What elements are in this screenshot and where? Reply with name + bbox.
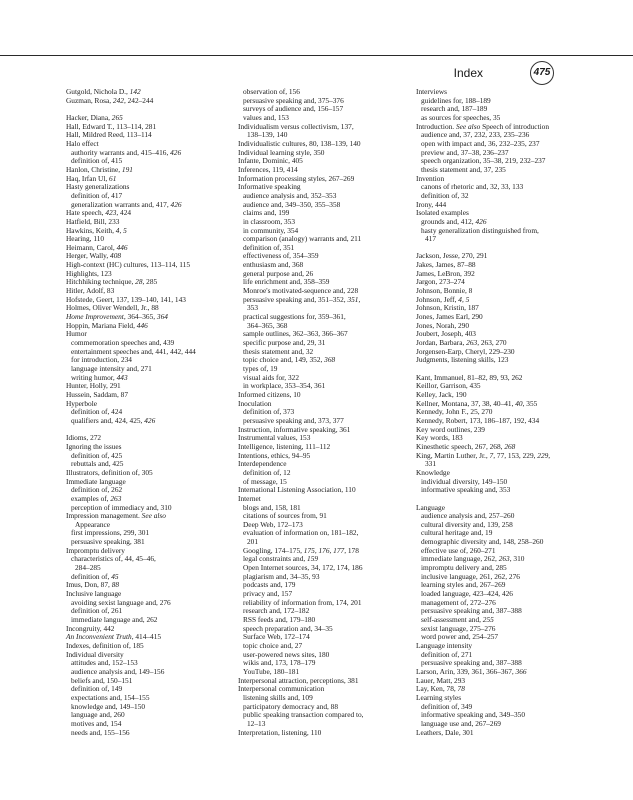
index-text: sexist language, 275–276 (421, 623, 496, 633)
index-text: perception of immediacy and, 310 (71, 502, 172, 512)
index-text: definition of, 424 (71, 407, 123, 417)
index-text: Larson, Arin, 339, 361, 366–367, (416, 666, 516, 676)
index-text: Monroe's motivated-sequence and, 228 (243, 286, 359, 296)
index-text: Judgments, listening skills, 123 (416, 355, 509, 365)
index-text: Ignoring the issues (66, 441, 122, 451)
index-text: visual aids for, 322 (243, 372, 299, 382)
index-text: speech organization, 35–38, 219, 232–237 (421, 156, 546, 166)
index-text: Jakes, James, 87–88 (416, 260, 476, 270)
header-rule (0, 55, 633, 56)
index-text: persuasive speaking and, 373, 377 (243, 415, 344, 425)
index-text: Hasty generalizations (66, 182, 130, 192)
index-text: claims and, 199 (243, 208, 290, 218)
index-text: audience and, 349–350, 355–358 (243, 199, 341, 209)
index-text: characteristics of, 44, 45–46, (71, 554, 156, 564)
index-text: citations of sources from, 91 (243, 511, 327, 521)
index-text: persuasive speaking and, 351–352, (243, 294, 348, 304)
index-text: Lauer, Matt, 293 (416, 675, 466, 685)
index-text: , 364–365, (123, 312, 157, 322)
index-text: James, LeBron, 392 (416, 268, 475, 278)
index-text: Infante, Dominic, 405 (238, 156, 303, 166)
index-entry (416, 356, 588, 365)
index-italic-ref: 242 (112, 95, 124, 105)
index-text: Key word outlines, 239 (416, 424, 485, 434)
index-text: Hearing, 110 (66, 234, 105, 244)
index-text: Invention (416, 173, 445, 183)
index-text: immediate language and, 262 (71, 615, 158, 625)
index-text: persuasive speaking, 381 (71, 537, 145, 547)
index-text: entertainment speeches and, 441, 442, 444 (71, 346, 196, 356)
index-italic-title: Home Improvement (66, 312, 124, 322)
index-text: observation of, 156 (243, 87, 300, 96)
index-text: plagiarism and, 34–35, 93 (243, 571, 320, 581)
index-entry (238, 486, 403, 495)
index-italic-ref: 78 (457, 684, 465, 694)
index-text: privacy and, 157 (243, 589, 293, 599)
index-text: Kennedy, John F., 25, 270 (416, 407, 493, 417)
index-text: guidelines for, 188–189 (421, 95, 491, 105)
index-text: cultural diversity and, 139, 258 (421, 519, 513, 529)
index-italic-ref: 28 (135, 277, 143, 287)
index-text: definition of, 373 (243, 407, 295, 417)
index-text: immediate language, 262, (421, 554, 499, 564)
index-text: expectations and, 154–155 (71, 692, 150, 702)
index-text: High-context (HC) cultures, 113–114, 115 (66, 260, 191, 270)
index-text: reliability of information from, 174, 201 (243, 597, 362, 607)
page-number: 475 (530, 61, 554, 85)
index-text: Intentions, ethics, 94–95 (238, 450, 311, 460)
index-italic-ref: 229 (537, 450, 549, 460)
index-text: commemoration speeches and, 439 (71, 338, 175, 348)
index-italic-ref: 7 (489, 450, 494, 460)
index-entry (66, 97, 231, 106)
index-text: Halo effect (66, 138, 99, 148)
index-text: research and, 187–189 (421, 104, 488, 114)
index-text: sample outlines, 362–363, 366–367 (243, 329, 348, 339)
index-text: Hitchhiking technique, (66, 277, 136, 287)
index-text: in community, 354 (243, 225, 299, 235)
index-text: , 242–244 (123, 95, 154, 105)
index-italic-ref: 255 (482, 615, 494, 625)
index-text: Inoculation (238, 398, 272, 408)
index-italic-ref: See also (141, 511, 166, 521)
index-text: thesis statement and, 32 (243, 346, 314, 356)
index-text: Kennedy, Robert, 173, 186–187, 192, 434 (416, 415, 540, 425)
index-text: Jones, James Earl, 290 (416, 312, 483, 322)
index-text: 417 (425, 234, 437, 244)
index-text: knowledge and, 149–150 (71, 701, 146, 711)
index-text: grounds and, 412, (421, 216, 476, 226)
index-text: topic choice and, 27 (243, 641, 303, 650)
index-text: individual diversity, 149–150 (421, 476, 508, 486)
index-text: in classroom, 353 (243, 216, 296, 226)
index-text: 12–13 (247, 718, 266, 728)
index-text: Holmes, Oliver Wendell, Jr., 88 (66, 303, 159, 313)
index-text: , (358, 294, 361, 304)
index-italic-ref: 446 (116, 242, 128, 252)
index-text: , 77, 153, 229, (493, 450, 538, 460)
index-text: of message, 15 (243, 476, 287, 486)
index-text: 284–285 (75, 563, 101, 573)
index-text: life enrichment and, 358–359 (243, 277, 330, 287)
index-text: specific purpose and, 29, 31 (243, 338, 326, 348)
index-text: Open Internet sources, 34, 172, 174, 186 (243, 563, 363, 573)
index-italic-ref: 263 (110, 493, 122, 503)
index-text: Individual learning style, 350 (238, 147, 325, 157)
index-italic-ref: 142 (129, 87, 141, 96)
index-text: persuasive speaking and, 387–388 (421, 606, 522, 616)
index-text: audience analysis and, 257–260 (421, 511, 515, 521)
index-italic-ref: 426 (475, 216, 487, 226)
index-text: language intensity and, 271 (71, 364, 152, 373)
index-subentry (416, 227, 588, 236)
index-text: International Listening Association, 110 (238, 485, 356, 495)
index-italic-ref: 40 (515, 398, 523, 408)
index-text: language use and, 267–269 (421, 718, 501, 728)
index-text: preview and, 37–38, 236–237 (421, 147, 509, 157)
index-text: Kinesthetic speech, 267, 268, (416, 441, 505, 451)
index-entry (416, 452, 588, 461)
index-text: listening skills and, 109 (243, 692, 313, 702)
index-text: rebuttals and, 425 (71, 459, 124, 469)
index-text: for introduction, 234 (71, 355, 132, 365)
index-text: Hatfield, Bill, 233 (66, 216, 120, 226)
index-text: Hussein, Saddam, 87 (66, 389, 129, 399)
index-text: audience and, 37, 232, 233, 235–236 (421, 130, 530, 140)
index-text: 353 (247, 303, 259, 313)
index-text: Impromptu delivery (66, 545, 125, 555)
index-text: motives and, 154 (71, 718, 122, 728)
index-text: Irony, 444 (416, 199, 447, 209)
index-text: topic choice and, 149, 352, (243, 355, 325, 365)
index-text: wikis and, 173, 178–179 (243, 658, 316, 668)
index-text: Deep Web, 172–173 (243, 519, 303, 529)
index-text: Appearance (75, 519, 111, 529)
index-text: King, Martin Luther, Jr., (416, 450, 490, 460)
index-subentry (66, 417, 231, 426)
index-text: informative speaking and, 353 (421, 485, 511, 495)
index-text: Hyperbole (66, 398, 97, 408)
index-text: audience analysis and, 149–156 (71, 666, 165, 676)
index-italic-ref: 426 (144, 415, 156, 425)
index-italic-ref: 175, 176, 177 (303, 545, 345, 555)
index-text: Hoppin, Mariana Field, (66, 320, 137, 330)
index-text: RSS feeds and, 179–180 (243, 615, 316, 625)
index-italic-ref: 446 (136, 320, 148, 330)
index-text: open with impact and, 36, 232–235, 237 (421, 138, 540, 148)
index-text: impromptu delivery and, 285 (421, 563, 507, 573)
index-text: authority warrants and, 415–416, (71, 147, 171, 157)
index-text: Hall, Mildred Reed, 113–114 (66, 130, 152, 140)
index-text: Interpretation, listening, 110 (238, 727, 322, 737)
index-text: Indexes, definition of, 185 (66, 641, 144, 650)
index-text: , 355 (522, 398, 538, 408)
index-text: Isolated examples (416, 208, 469, 218)
index-text: cultural heritage and, 19 (421, 528, 493, 538)
index-text: Illustrators, definition of, 305 (66, 467, 153, 477)
index-italic-ref: 191 (121, 164, 133, 174)
index-text: YouTube, 180–181 (243, 666, 300, 676)
index-text: first impressions, 299, 301 (71, 528, 150, 538)
index-text: inclusive language, 261, 262, 276 (421, 571, 520, 581)
index-text: Johnson, Jeff, (416, 294, 459, 304)
index-entry (238, 729, 403, 738)
index-text: public speaking transaction compared to, (243, 710, 364, 720)
index-text: persuasive speaking and, 387–388 (421, 658, 522, 668)
index-text: as sources for speeches, 35 (421, 112, 501, 122)
index-text: word power and, 254–257 (421, 632, 499, 642)
index-text: participatory democracy and, 88 (243, 701, 339, 711)
index-text: attitudes and, 152–153 (71, 658, 138, 668)
index-text: definition of, 415 (71, 156, 123, 166)
index-text: definition of, 351 (243, 242, 295, 252)
index-text: Internet (238, 493, 261, 503)
index-text: , 414–415 (131, 632, 162, 642)
index-text: Instrumental values, 153 (238, 433, 311, 443)
index-column-right (416, 88, 588, 737)
index-text: definition of, 417 (71, 190, 123, 200)
index-subentry (416, 486, 588, 495)
index-text: types of, 19 (243, 364, 278, 373)
index-text: Imus, Don, 87, (66, 580, 112, 590)
index-text: Hate speech, (66, 208, 106, 218)
index-italic-ref: 423 (105, 208, 117, 218)
index-italic-ref: 268 (504, 441, 516, 451)
index-text: , 424 (116, 208, 132, 218)
index-text: Language (416, 502, 445, 512)
index-entry (416, 729, 588, 738)
index-text: Informative speaking (238, 182, 301, 192)
index-text: Interviews (416, 87, 447, 96)
index-text: Heimann, Carol, (66, 242, 117, 252)
index-text: Key words, 183 (416, 433, 463, 443)
index-text: Gutgold, Nichola D., (66, 87, 130, 96)
index-text: Keillor, Garrison, 435 (416, 381, 481, 391)
index-text: Johnson, Bonnie, 8 (416, 286, 473, 296)
index-text: surveys of audience and, 156–157 (243, 104, 344, 114)
index-text: speech preparation and, 34–35 (243, 623, 333, 633)
index-subentry (66, 729, 231, 738)
index-italic-ref: 426 (170, 199, 182, 209)
index-text: Haq, Irfan Ul, (66, 173, 110, 183)
index-text: definition of, 349 (421, 701, 473, 711)
index-text: Jackson, Jesse, 270, 291 (416, 251, 488, 261)
index-text: Informed citizens, 10 (238, 389, 301, 399)
index-text: , 263, 270 (477, 338, 507, 348)
index-text: audience analysis and, 352–353 (243, 190, 337, 200)
index-text: Hunter, Holly, 291 (66, 381, 121, 391)
index-italic-ref: 426 (170, 147, 182, 157)
index-text: podcasts and, 179 (243, 580, 296, 590)
index-text: definition of, 261 (71, 606, 123, 616)
index-text: evaluation of information on, 181–182, (243, 528, 359, 538)
index-text: Highlights, 123 (66, 268, 112, 278)
index-text: Learning styles (416, 692, 462, 702)
index-text: definition of, 262 (71, 485, 123, 495)
index-italic-ref: 408 (110, 251, 122, 261)
index-text: Impression management. (66, 511, 142, 521)
index-text: Inclusive language (66, 589, 122, 599)
index-text: , 310 (509, 554, 525, 564)
index-italic-ref: 366 (515, 666, 527, 676)
index-text: hasty generalization distinguished from, (421, 225, 539, 235)
index-italic-ref: 45 (111, 571, 119, 581)
index-text: Guzman, Rosa, (66, 95, 113, 105)
index-italic-ref: 443 (116, 372, 128, 382)
index-text: Leathers, Dale, 301 (416, 727, 474, 737)
index-text: comparison (analogy) warrants and, 211 (243, 234, 362, 244)
index-text: informative speaking and, 349–350 (421, 710, 526, 720)
index-text: Lay, Ken, 78, (416, 684, 458, 694)
index-italic-ref: 368 (324, 355, 336, 365)
index-text: self-assessment and, (421, 615, 483, 625)
index-text: Jargon, 273–274 (416, 277, 465, 287)
index-subentry (238, 296, 403, 305)
index-text: Interpersonal communication (238, 684, 325, 694)
index-text: 138–139, 140 (247, 130, 288, 140)
index-text: Hall, Edward T., 113–114, 281 (66, 121, 157, 131)
index-text: definition of, 149 (71, 684, 123, 694)
index-text: Intelligence, listening, 111–112 (238, 441, 331, 451)
index-text: Herger, Wally, (66, 251, 111, 261)
index-text: persuasive speaking and, 375–376 (243, 95, 344, 105)
index-text: Kelley, Jack, 190 (416, 389, 467, 399)
index-italic-ref: 265 (111, 112, 123, 122)
index-text: general purpose and, 26 (243, 268, 314, 278)
index-text: effectiveness of, 354–359 (243, 251, 319, 261)
index-italic-title: An Inconvenient Truth (66, 632, 132, 642)
index-italic-ref: 4, 5 (458, 294, 470, 304)
index-text: 331 (425, 459, 437, 469)
index-italic-ref: See also (455, 121, 481, 131)
index-text: definition of, 425 (71, 450, 123, 460)
index-column-left (66, 88, 231, 737)
index-text: 364–365, 368 (247, 320, 288, 330)
index-text: loaded language, 423–424, 426 (421, 589, 513, 599)
index-text: qualifiers and, 424, 425, (71, 415, 145, 425)
index-italic-ref: 364 (156, 312, 168, 322)
index-text: Individualistic cultures, 80, 138–139, 140 (238, 138, 361, 148)
index-continuation (416, 235, 588, 244)
index-text: legal constraints and, (243, 554, 308, 564)
index-text: beliefs and, 150–151 (71, 675, 133, 685)
index-text: Kant, Immanuel, 81–82, 89, 93, 262 (416, 372, 523, 382)
index-text: Googling, 174–175, (243, 545, 304, 555)
index-subentry (238, 529, 403, 538)
index-text: in workplace, 353–354, 361 (243, 381, 326, 391)
index-text: avoiding sexist language and, 276 (71, 597, 171, 607)
index-text: definition of, 32 (421, 190, 469, 200)
index-text: practical suggestions for, 359–361, (243, 312, 346, 322)
index-text: Joubert, Joseph, 403 (416, 329, 476, 339)
index-text: demographic diversity and, 148, 258–260 (421, 537, 544, 547)
index-text: Immediate language (66, 476, 126, 486)
index-text: Interpersonal attraction, perceptions, 381 (238, 675, 359, 685)
index-text: Hofstede, Geert, 137, 139–140, 141, 143 (66, 294, 186, 304)
index-text: Johnson, Kristin, 187 (416, 303, 479, 313)
index-text: needs and, 155–156 (71, 727, 130, 737)
index-text: definition of, 271 (421, 649, 473, 659)
index-text: Jones, Norah, 290 (416, 320, 470, 330)
index-text: writing humor, (71, 372, 117, 382)
index-text: , 285 (142, 277, 158, 287)
index-text: research and, 172–182 (243, 606, 310, 616)
index-text: Individual diversity (66, 649, 124, 659)
index-text: generalization warrants and, 417, (71, 199, 171, 209)
index-italic-ref: 61 (109, 173, 117, 183)
index-text: language and, 260 (71, 710, 125, 720)
index-text: Hawkins, Keith, (66, 225, 116, 235)
index-text: definition of, 12 (243, 467, 291, 477)
index-text: Hanlon, Christine, (66, 164, 122, 174)
index-entry (66, 322, 231, 331)
index-italic-ref: 263 (466, 338, 478, 348)
index-text: examples of, (71, 493, 111, 503)
index-text: effective use of, 260–271 (421, 545, 496, 555)
index-column-middle (238, 88, 403, 737)
index-text: Introduction. (416, 121, 456, 131)
index-italic-ref: 351 (347, 294, 359, 304)
index-text: , (548, 450, 551, 460)
header-title: Index (453, 66, 483, 80)
index-text: definition of, (71, 571, 112, 581)
index-text: Idioms, 272 (66, 433, 102, 443)
index-text: 201 (247, 537, 259, 547)
index-text: enthusiasm and, 368 (243, 260, 304, 270)
index-text: Instruction, informative speaking, 361 (238, 424, 351, 434)
index-text: user-powered news sites, 180 (243, 649, 330, 659)
index-text: Incongruity, 442 (66, 623, 115, 633)
index-italic-ref: 263 (498, 554, 510, 564)
index-text: blogs and, 158, 181 (243, 502, 301, 512)
index-text: Interdependence (238, 459, 287, 469)
index-text: Jordan, Barbara, (416, 338, 467, 348)
index-text: Kellner, Montana, 37, 38, 40–41, (416, 398, 516, 408)
index-text: Individualism versus collectivism, 137, (238, 121, 354, 131)
index-text: Speech of introduction (480, 121, 549, 131)
index-italic-ref: 4, 5 (115, 225, 127, 235)
index-text: Hitler, Adolf, 83 (66, 286, 115, 296)
index-italic-ref: 88 (111, 580, 120, 590)
index-text: thesis statement and, 37, 235 (421, 164, 506, 174)
index-text: Jorgensen-Earp, Cheryl, 229–230 (416, 346, 515, 356)
index-text: Hacker, Diana, (66, 112, 112, 122)
index-text: canons of rhetoric and, 32, 33, 133 (421, 182, 524, 192)
index-italic-ref: 159 (307, 554, 319, 564)
index-text: Knowledge (416, 467, 450, 477)
index-text: Language intensity (416, 641, 473, 650)
index-text: , 178 (344, 545, 359, 555)
index-text: Information processing styles, 267–269 (238, 173, 355, 183)
index-text: values and, 153 (243, 112, 289, 122)
index-text: Surface Web, 172–174 (243, 632, 310, 642)
index-text: management of, 272–276 (421, 597, 496, 607)
index-text: Humor (66, 329, 87, 339)
index-text: Inferences, 119, 414 (238, 164, 298, 174)
index-text: learning styles and, 267–269 (421, 580, 506, 590)
